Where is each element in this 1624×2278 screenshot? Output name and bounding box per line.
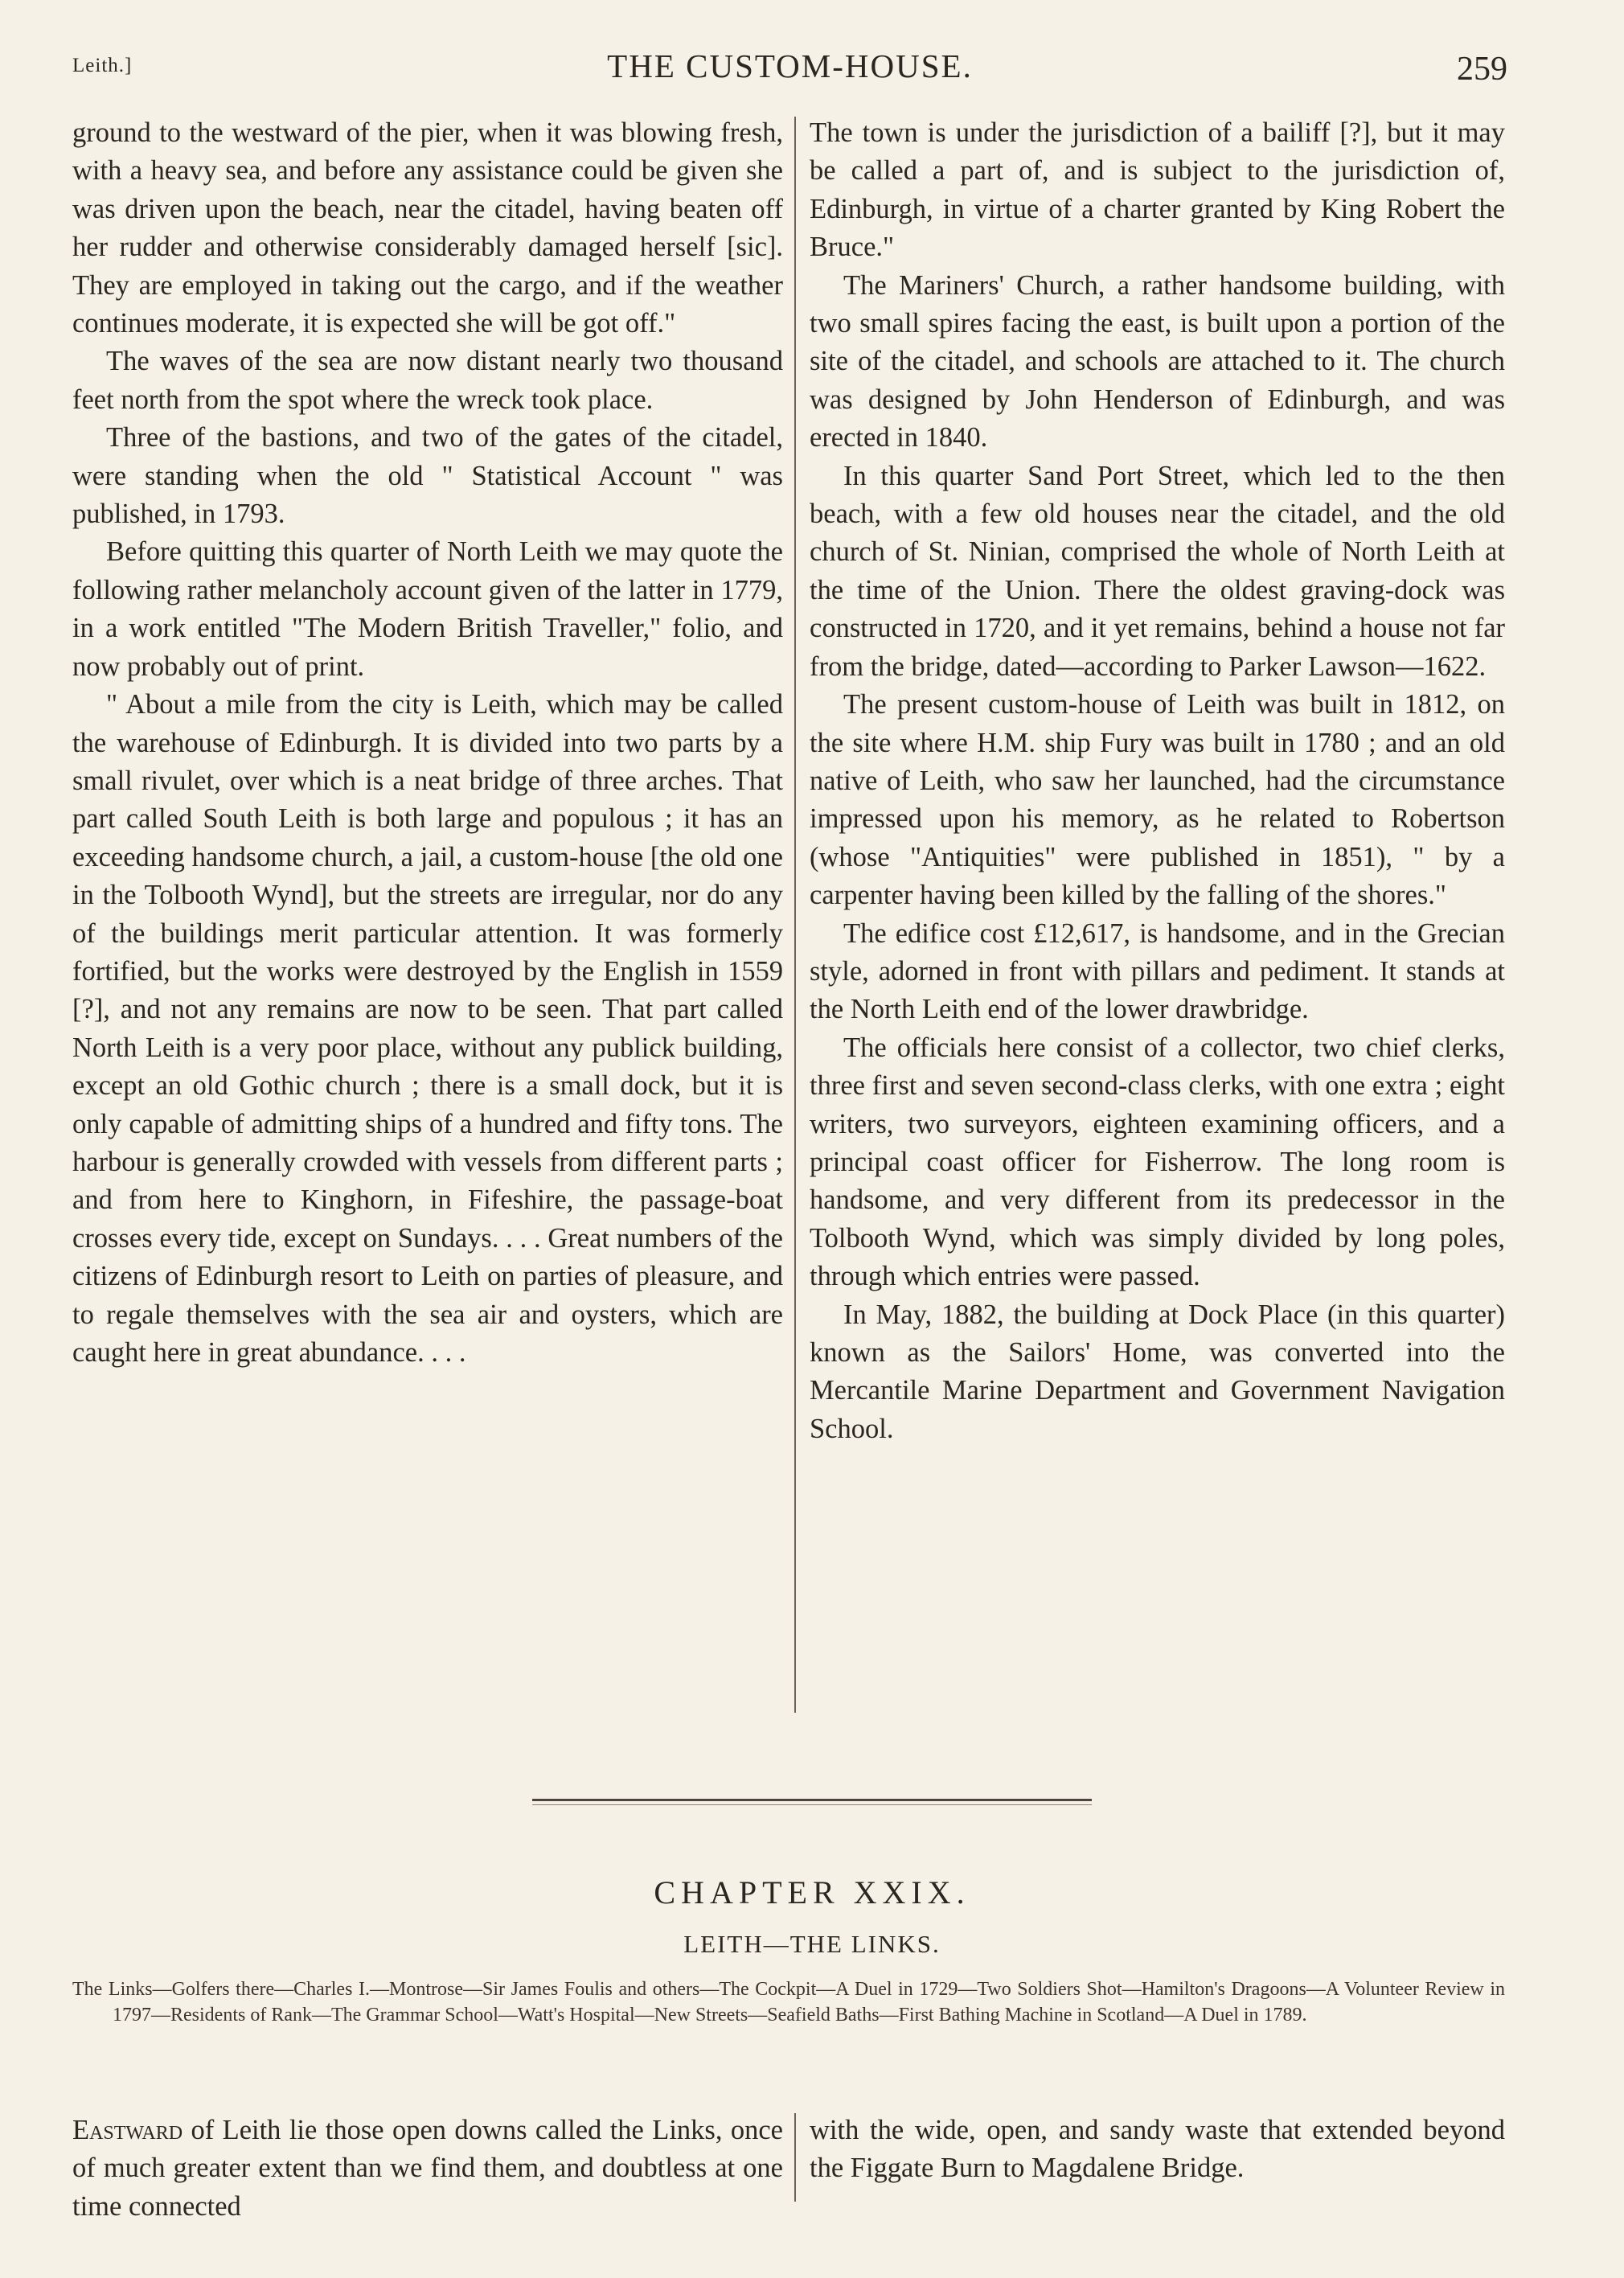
left-column [72,114,783,1372]
paragraph: " About a mile from the city is Leith, which may be called the warehouse of Edinburgh. It is divided into two parts by a small rivulet, over which is a neat bridge of three arches. That part called South Leith is both large and populous ; it has an exceeding handsome church, a jail, a custom-house [the old one in the Tolbooth Wynd], but the streets are irregular, nor do any of the buildings merit particular attention. It was formerly fortified, but the works were destroyed by the English in 1559 [?], and not any remains are now to be seen. That part called North Leith is a very poor place, without any publick building, except an old Gothic church ; there is a small dock, but it is only capable of admitting ships of a hundred and fifty tons. The harbour is generally crowded with vessels from different parts ; and from here to Kinghorn, in Fifeshire, the passage-boat crosses every tide, except on Sundays. . . . Great numbers of the citizens of Edinburgh resort to Leith on parties of pleasure, and to regale themselves with the sea air and oysters, which are caught here in great abundance. . . . [72,689,783,1368]
column-divider [794,2113,796,2202]
paragraph: In this quarter Sand Port Street, which led to the then beach, with a few old houses near the citadel, and the old church of St. Ninian, comprised the whole of North Leith at the time of the Union. There the oldest graving-dock was constructed in 1720, and it yet remains, behind a house not far from the bridge, dated—according to Parker Lawson—1622. [810,460,1505,682]
chapter-left-column [72,2112,783,2226]
paragraph: Three of the bastions, and two of the gates of the citadel, were standing when the old " Statistical Account " was published, in 1793. [72,422,783,530]
paragraph: The officials here consist of a collector, two chief clerks, three first and seven second-class clerks, with one extra ; eight writers, two surveyors, eighteen examining officers, and a principal coast officer for Fisherrow. The long room is handsome, and very different from its predecessor in the Tolbooth Wynd, which was simply divided by long poles, through which entries were passed. [810,1032,1505,1292]
paragraph: The town is under the jurisdiction of a bailiff [?], but it may be called a part of, and is subject to the jurisdiction of, Edinburgh, in virtue of a charter granted by King Robert the Bruce." [810,117,1505,263]
paragraph: ground to the westward of the pier, when it was blowing fresh, with a heavy sea, and before any assistance could be given she was driven upon the beach, near the citadel, having beaten off her rudder and otherwise considerably damaged herself [sic]. They are employed in taking out the cargo, and if the weather continues moderate, it is expected she will be got off." [72,117,783,339]
header-section-label: Leith.] [72,55,133,76]
paragraph [72,2112,783,2226]
chapter-right-column [810,2112,1505,2188]
chapter-heading: CHAPTER XXIX. [654,1874,970,1911]
opening-word: Eastward [72,2115,183,2145]
opening-text: of Leith lie those open downs called the Links, once of much greater extent than we find them, and doubtless at one time connected [72,2115,783,2222]
paragraph: The waves of the sea are now distant nearly two thousand feet north from the spot where the wreck took place. [72,346,783,415]
paragraph: The Mariners' Church, a rather handsome building, with two small spires facing the east, is built upon a portion of the site of the citadel, and schools are attached to it. The church was designed by John Henderson of Edinburgh, and was erected in 1840. [810,269,1505,454]
column-divider [794,117,796,1713]
running-header [72,47,1507,95]
right-column [810,114,1505,1448]
paragraph: The edifice cost £12,617, is handsome, and in the Grecian style, adorned in front with pillars and pediment. It stands at the North Leith end of the lower drawbridge. [810,917,1505,1025]
synopsis-text: The Links—Golfers there—Charles I.—Montrose—Sir James Foulis and others—The Cockpit—A Duel in 1729—Two Soldiers Shot—Hamilton's Dragoons—A Volunteer Review in 1797—Residents of Rank—The Grammar School—Watt's Hospital—New Streets—Seafield Baths—First Bathing Machine in Scotland—A Duel in 1789. [72,1979,1505,2026]
paragraph: Before quitting this quarter of North Leith we may quote the following rather melancholy account given of the latter in 1779, in a work entitled "The Modern British Traveller," folio, and now probably out of print. [72,536,783,682]
paragraph: In May, 1882, the building at Dock Place (in this quarter) known as the Sailors' Home, was converted into the Mercantile Marine Department and Government Navigation School. [810,1299,1505,1444]
paragraph: with the wide, open, and sandy waste that extended beyond the Figgate Burn to Magdalene Bridge. [810,2115,1505,2184]
chapter-title: LEITH—THE LINKS. [683,1930,941,1958]
page-number: 259 [1457,51,1507,88]
section-rule-thin [532,1804,1092,1805]
section-rule [532,1799,1092,1801]
chapter-synopsis [72,1976,1505,2028]
header-title: THE CUSTOM-HOUSE. [607,47,973,84]
paragraph: The present custom-house of Leith was built in 1812, on the site where H.M. ship Fury was built in 1780 ; and an old native of Leith, who saw her launched, had the circumstance impressed upon his memory, as he related to Robertson (whose "Antiquities" were published in 1851), " by a carpenter having been killed by the falling of the shores." [810,689,1505,911]
